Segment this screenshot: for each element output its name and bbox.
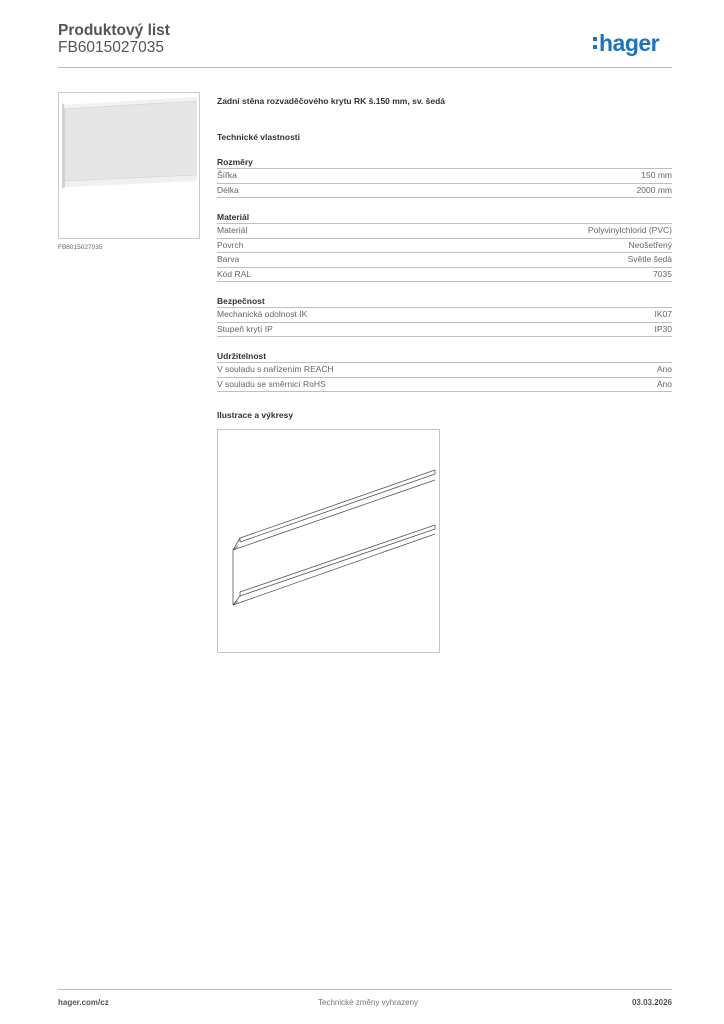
product-photo-panel-icon	[59, 93, 200, 239]
row-label: V souladu se směrnicí RoHS	[217, 378, 326, 389]
footer-divider	[58, 989, 672, 990]
material-table	[217, 223, 672, 282]
row-value: Ano	[656, 364, 672, 375]
row-label: V souladu s nařízením REACH	[217, 364, 334, 375]
group-title-material: Materiál	[217, 212, 250, 222]
row-value: Polyvinylchlorid (PVC)	[587, 225, 672, 236]
table-row	[217, 377, 672, 393]
table-row	[217, 223, 672, 238]
product-details	[217, 95, 672, 392]
table-row	[217, 362, 672, 377]
sustainability-table	[217, 362, 672, 392]
row-value: Světle šedá	[627, 254, 672, 265]
technical-properties-title: Technické vlastnosti	[217, 132, 300, 142]
row-label: Kód RAL	[217, 268, 252, 279]
page-title: Produktový list	[58, 22, 170, 39]
row-value: 150 mm	[641, 170, 672, 181]
group-title-dimensions: Rozměry	[217, 157, 253, 167]
table-row	[217, 267, 672, 283]
row-value: IP30	[654, 323, 672, 334]
table-row	[217, 307, 672, 322]
product-code: FB6015027035	[58, 39, 165, 56]
panel-drawing-icon	[218, 430, 441, 654]
hager-logo	[593, 29, 659, 57]
row-value: Neošetřený	[628, 239, 672, 250]
technical-drawing	[217, 429, 440, 653]
table-row	[217, 238, 672, 253]
row-value: 2000 mm	[636, 184, 672, 195]
table-row	[217, 183, 672, 199]
footer-date: 03.03.2026	[631, 998, 672, 1007]
table-row	[217, 168, 672, 183]
photo-caption: FB6015027035	[58, 244, 103, 251]
footer-website-link[interactable]: hager.com/cz	[58, 998, 109, 1007]
row-label: Délka	[217, 184, 239, 195]
dimensions-table	[217, 168, 672, 198]
row-label: Stupeň krytí IP	[217, 323, 273, 334]
row-label: Šířka	[217, 170, 237, 181]
group-title-safety: Bezpečnost	[217, 296, 265, 306]
row-value: Ano	[656, 378, 672, 389]
row-label: Mechanická odolnost IK	[217, 309, 308, 320]
product-photo	[58, 92, 200, 239]
row-label: Barva	[217, 254, 240, 265]
group-title-sustainability: Udržitelnost	[217, 351, 267, 361]
illustrations-title: Ilustrace a výkresy	[217, 410, 294, 420]
header-divider	[58, 67, 672, 68]
footer-notice: Technické změny vyhrazeny	[318, 998, 419, 1007]
row-label: Materiál	[217, 225, 248, 236]
product-name: Zadní stěna rozvaděčového krytu RK š.150 mm, sv. šedá	[217, 96, 446, 106]
table-row	[217, 252, 672, 267]
safety-table	[217, 307, 672, 337]
row-value: 7035	[653, 268, 672, 279]
row-label: Povrch	[217, 239, 244, 250]
logo-colon-icon	[593, 37, 597, 49]
row-value: IK07	[654, 309, 672, 320]
table-row	[217, 322, 672, 338]
logo-text: hager	[599, 29, 660, 56]
